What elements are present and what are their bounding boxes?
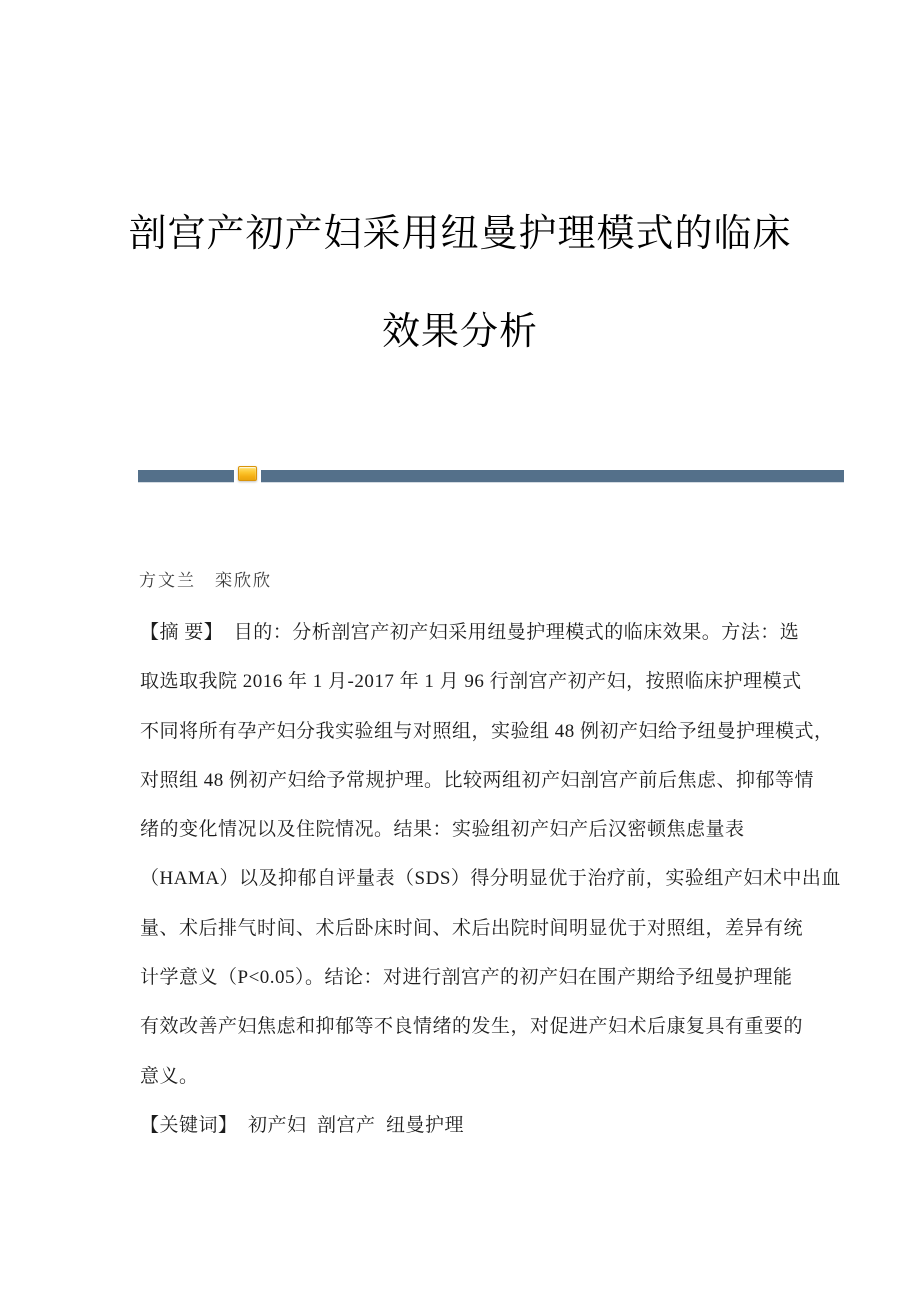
abstract-line: 对照组 48 例初产妇给予常规护理。比较两组初产妇剖宫产前后焦虑、抑郁等情 <box>140 769 815 791</box>
divider-bar-right <box>261 470 844 482</box>
abstract-line: 有效改善产妇焦虑和抑郁等不良情绪的发生，对促进产妇术后康复具有重要的 <box>140 1016 804 1038</box>
abstract-line: 不同将所有孕产妇分我实验组与对照组，实验组 48 例初产妇给予纽曼护理模式， <box>140 720 834 742</box>
keywords-line: 【关键词】 初产妇 剖宫产 纽曼护理 <box>140 1115 465 1136</box>
section-divider <box>138 469 844 482</box>
paper-title-line-2: 效果分析 <box>381 311 538 353</box>
abstract-line: 意义。 <box>140 1065 199 1087</box>
abstract-line: 绪的变化情况以及住院情况。结果：实验组初产妇产后汉密顿焦虑量表 <box>140 819 745 841</box>
abstract-paragraph <box>140 608 841 1101</box>
paper-title <box>0 212 920 354</box>
abstract-line: （HAMA）以及抑郁自评量表（SDS）得分明显优于治疗前，实验组产妇术中出血 <box>140 868 841 890</box>
abstract-line: 取选取我院 2016 年 1 月-2017 年 1 月 96 行剖宫产初产妇，按照临床护理模式 <box>140 671 802 693</box>
abstract-line: 量、术后排气时间、术后卧床时间、术后出院时间明显优于对照组，差异有统 <box>140 917 804 939</box>
paper-title-line-1: 剖宫产初产妇采用纽曼护理模式的临床 <box>128 213 792 255</box>
gold-ingot-icon <box>238 466 257 481</box>
abstract-line: 【摘 要】 目的：分析剖宫产初产妇采用纽曼护理模式的临床效果。方法：选 <box>140 622 800 643</box>
authors-line: 方文兰 栾欣欣 <box>139 571 272 590</box>
abstract-line: 计学意义（P<0.05）。结论：对进行剖宫产的初产妇在围产期给予纽曼护理能 <box>140 967 793 989</box>
divider-bar-left <box>138 470 234 482</box>
